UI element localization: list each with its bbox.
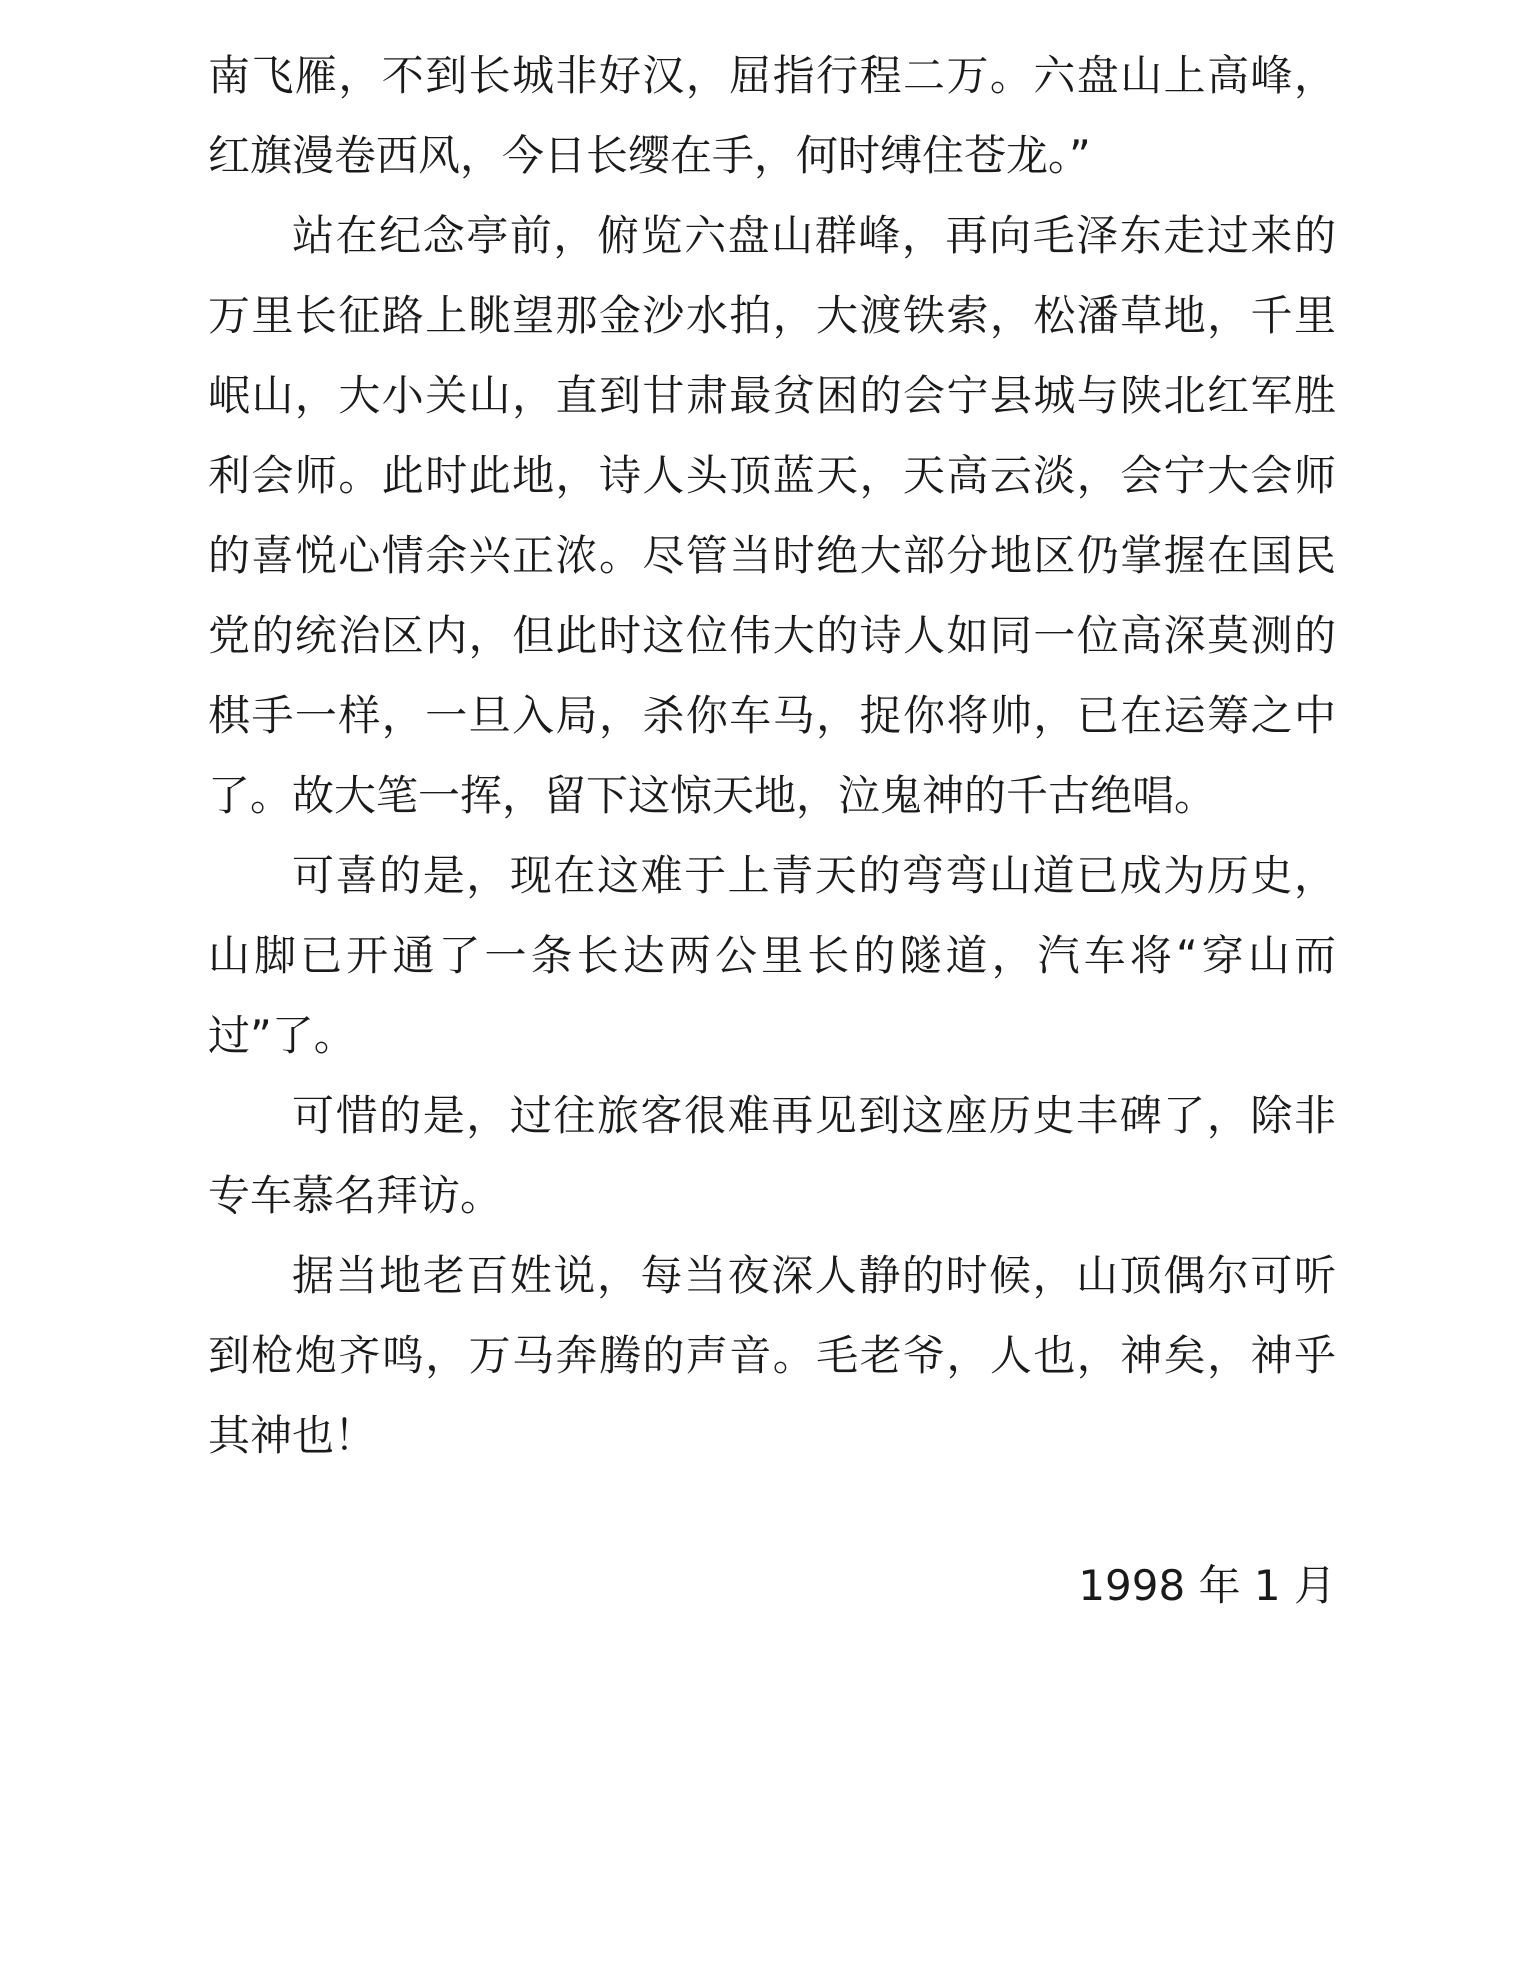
paragraph-3: 可喜的是，现在这难于上青天的弯弯山道已成为历史，山脚已开通了一条长达两公里长的隧道，汽车将“穿山而过”了。 — [208, 851, 1336, 1060]
paragraph-2: 站在纪念亭前，俯览六盘山群峰，再向毛泽东走过来的万里长征路上眺望那金沙水拍，大渡铁索，松潘草地，千里岷山，大小关山，直到甘肃最贫困的会宁县城与陕北红军胜利会师。此时此地，诗人头顶蓝天，天高云淡，会宁大会师的喜悦心情余兴正浓。尽管当时绝大部分地区仍掌握在国民党的统治区内，但此时这位伟大的诗人如同一位高深莫测的棋手一样，一旦入局，杀你车马，捉你将帅，已在运筹之中了。故大笔一挥，留下这惊天地，泣鬼神的千古绝唱。 — [208, 211, 1336, 820]
paragraph-4: 可惜的是，过往旅客很难再见到这座历史丰碑了，除非专车慕名拜访。 — [208, 1091, 1336, 1220]
document-page — [208, 36, 1336, 1626]
document-date: 1998 年 1 月 — [1078, 1561, 1336, 1610]
paragraph-5: 据当地老百姓说，每当夜深人静的时候，山顶偶尔可听到枪炮齐鸣，万马奔腾的声音。毛老爷，人也，神矣，神乎其神也！ — [208, 1251, 1336, 1460]
paragraph-1: 南飞雁，不到长城非好汉，屈指行程二万。六盘山上高峰，红旗漫卷西风，今日长缨在手，何时缚住苍龙。” — [208, 51, 1336, 180]
